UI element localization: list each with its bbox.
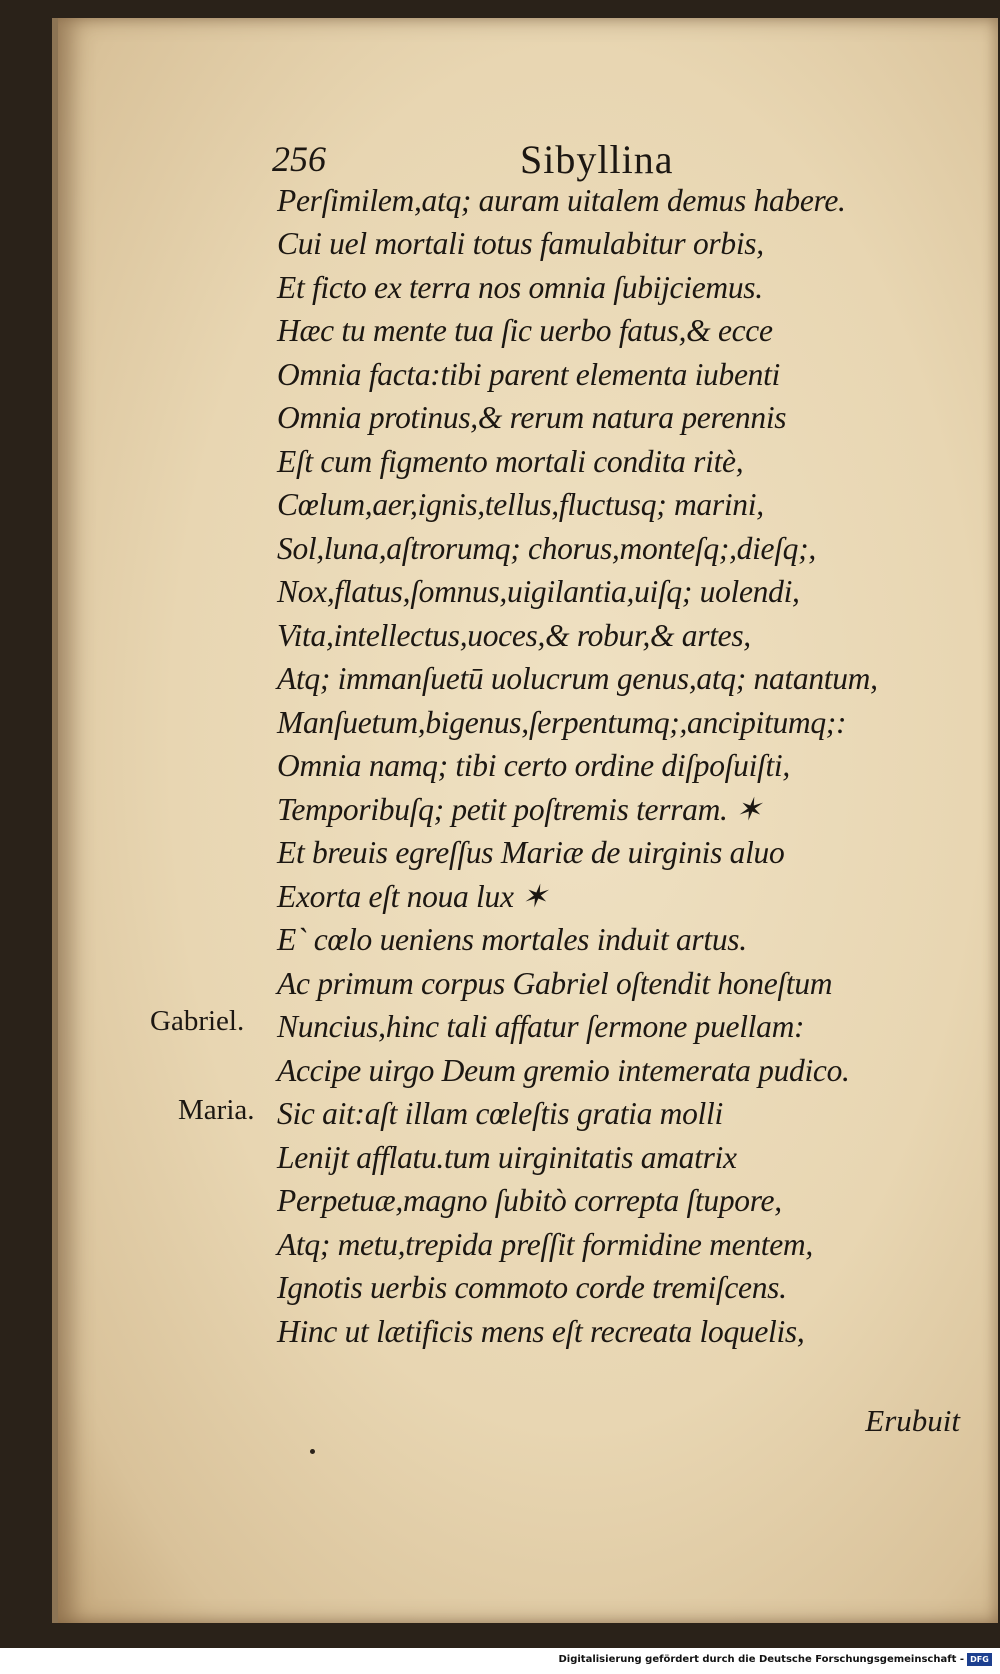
catchword: Erubuit (865, 1403, 960, 1438)
text-line: Exorta eſt noua lux ✶ (277, 879, 548, 914)
margin-note-maria: Maria. (178, 1094, 255, 1126)
text-line: Hinc ut lætificis mens eſt recreata loquelis, (277, 1314, 805, 1349)
text-line: Accipe uirgo Deum gremio intemerata pudico. (277, 1053, 850, 1088)
text-line: Cœlum,aer,ignis,tellus,fluctusq; marini, (277, 487, 764, 522)
dfg-logo: DFG (967, 1653, 992, 1666)
text-line: Perſimilem,atq; auram uitalem demus habere. (277, 183, 846, 218)
running-head: Sibyllina (520, 137, 674, 182)
text-line: Ac primum corpus Gabriel oſtendit honeſtum (277, 966, 833, 1001)
text-line: Atq; immanſuetū uolucrum genus,atq; natantum, (277, 661, 878, 696)
text-line: Sic ait:aſt illam cœleſtis gratia molli (277, 1096, 723, 1131)
text-line: Nox,flatus,ſomnus,uigilantia,uiſq; uolendi, (277, 574, 800, 609)
page-number: 256 (272, 139, 326, 179)
text-line: Nuncius,hinc tali affatur ſermone puellam: (277, 1009, 805, 1044)
text-line: Temporibuſq; petit poſtremis terram. ✶ (277, 792, 762, 827)
text-line: Et ficto ex terra nos omnia ſubijciemus. (277, 270, 763, 305)
text-line: Perpetuæ,magno ſubitò correpta ſtupore, (277, 1183, 782, 1218)
text-line: Vita,intellectus,uoces,& robur,& artes, (277, 618, 751, 653)
text-line: Hæc tu mente tua ſic uerbo fatus,& ecce (277, 313, 773, 348)
digitization-credit: Digitalisierung gefördert durch die Deutsche Forschungsgemeinschaft - (558, 1654, 964, 1665)
ink-speck (310, 1449, 315, 1454)
text-line: Sol,luna,aſtrorumq; chorus,monteſq;,dieſq;, (277, 531, 816, 566)
text-line: Eſt cum figmento mortali condita ritè, (277, 444, 744, 479)
text-line: Manſuetum,bigenus,ſerpentumq;,ancipitumq;: (277, 705, 847, 740)
text-line: Omnia protinus,& rerum natura perennis (277, 400, 787, 435)
text-line: E` cœlo ueniens mortales induit artus. (277, 922, 747, 957)
text-line: Et breuis egreſſus Mariæ de uirginis aluo (277, 835, 785, 870)
text-line: Omnia facta:tibi parent elementa iubenti (277, 357, 780, 392)
margin-note-gabriel: Gabriel. (150, 1005, 245, 1037)
text-line: Atq; metu,trepida preſſit formidine mentem, (277, 1227, 813, 1262)
text-line: Cui uel mortali totus famulabitur orbis, (277, 226, 764, 261)
text-line: Ignotis uerbis commoto corde tremiſcens. (277, 1270, 787, 1305)
text-line: Lenijt afflatu.tum uirginitatis amatrix (277, 1140, 737, 1175)
text-line: Omnia namq; tibi certo ordine diſpoſuiſti, (277, 748, 790, 783)
